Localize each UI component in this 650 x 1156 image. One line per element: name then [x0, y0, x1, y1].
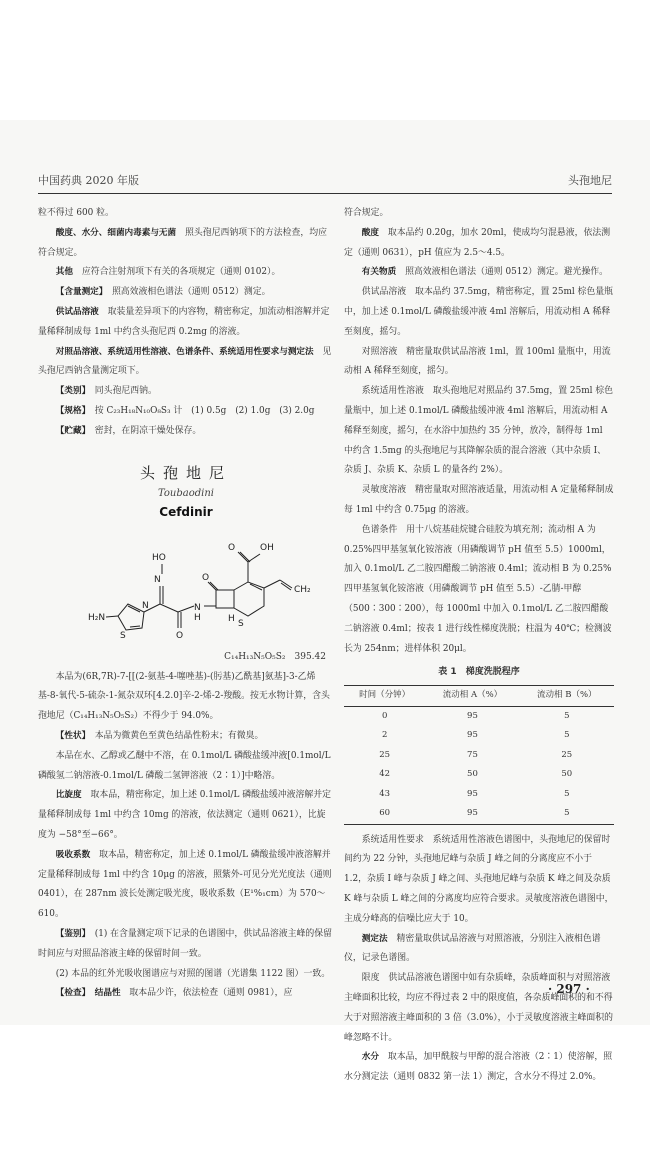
paragraph-text: 见头孢尼西钠含量测定项下。	[38, 346, 332, 377]
table-cell: 95	[425, 804, 519, 824]
table-cell: 2	[381, 730, 388, 741]
paragraph-text: 密封，在阴凉干燥处保存。	[94, 425, 202, 436]
paragraph-text: 取本品，精密称定，加上述 0.1mol/L 磷酸盐缓冲液溶解并定量稀释制成每 1ml 中约含 10μg 的溶液，照紫外-可见分光光度法（通则 0401），在 287nm 波长处测定吸光度，吸收系数（E¹%₁cm）为 570～610。	[38, 849, 332, 920]
paragraph-text: 取本品，精密称定，加上述 0.1mol/L 磷酸盐缓冲液溶解并定量稀释制成每 1ml 中约含 10mg 的溶液，依法测定（通则 0621），比旋度为 −58°至−66°。	[38, 790, 331, 840]
paragraph-text: 本品为微黄色至黄色结晶性粉末；有微臭。	[94, 730, 264, 741]
table-row	[344, 726, 614, 746]
header-rule	[38, 193, 612, 194]
stereo-h-label: H	[228, 613, 235, 624]
paragraph-heading: 灵敏度溶液	[361, 485, 407, 496]
table-row	[344, 785, 614, 805]
table-cell: 50	[467, 769, 478, 780]
monograph-title-pinyin: Toubaodini	[158, 487, 214, 499]
paragraph	[38, 263, 334, 283]
monograph-title-english: Cefdinir	[159, 504, 213, 519]
paragraph-text: 供试品溶液色谱图中如有杂质峰，杂质峰面积与对照溶液主峰面积比较，均应不得过表 2 中的限度值，各杂质峰面积的和不得大于对照溶液主峰面积的 3 倍（3.0%），小于灵敏度溶液主峰面积的峰忽略不计。	[344, 973, 614, 1043]
right-column	[344, 204, 614, 1088]
amino-label: H₂N	[88, 612, 106, 623]
paragraph-text: 精密量取供试品溶液 1ml，置 100ml 量瓶中，用流动相 A 稀释至刻度，摇匀。	[344, 346, 611, 377]
amide-o-label: O	[176, 630, 184, 641]
paragraph: 本品为(6R,7R)-7-[[(2-氨基-4-噻唑基)-(肟基)乙酰基]氨基]-3-乙烯基-8-氧代-5-硫杂-1-氮杂双环[4.2.0]辛-2-烯-2-羧酸。按无水物计算，含头孢地尼（C₁₄H₁₃N₅O₅S₂）不得少于 94.0%。	[38, 671, 330, 722]
table-header-row	[344, 686, 614, 707]
page-number: · 297 ·	[548, 982, 590, 996]
paragraph	[344, 481, 614, 521]
amide-n-label: N	[194, 602, 201, 613]
paragraph	[38, 727, 334, 747]
monograph-title-block	[38, 460, 334, 522]
oxime-n-label: N	[154, 574, 161, 585]
paragraph-heading: 供试品溶液	[361, 287, 407, 298]
table-cell: 5	[564, 788, 570, 799]
paragraph-heading: 吸收系数	[55, 849, 91, 860]
table-cell: 75	[467, 749, 478, 760]
paragraph-heading: 其他	[55, 267, 73, 278]
table-row	[344, 765, 614, 785]
paragraph-heading: 【类别】	[55, 386, 86, 397]
paragraph: 符合规定。	[344, 208, 389, 218]
paragraph-heading: 【鉴别】	[55, 928, 86, 939]
paragraph-text: 系统适用性溶液色谱图中，头孢地尼的保留时间约为 22 分钟，头孢地尼峰与杂质 J 峰之间的分离度应不小于 1.2，杂质 I 峰与杂质 J 峰之间、头孢地尼峰与杂质 K 峰之间及杂质 K 峰与杂质 L 峰之间的分离度均应符合要求。灵敏度溶液色谱图中，主成分峰高的信噪比应大于 10。	[344, 834, 614, 924]
table-row	[344, 804, 614, 824]
chemical-structure	[38, 526, 334, 668]
paragraph	[38, 303, 334, 343]
paragraph: 粒不得过 600 粒。	[38, 208, 114, 218]
table-row	[344, 706, 614, 726]
table-header-cell: 流动相 A（%）	[425, 686, 519, 707]
paragraph-heading: 测定法	[361, 933, 388, 944]
carboxyl-o-label: O	[228, 542, 236, 553]
paragraph: 本品在水、乙醇或乙醚中不溶，在 0.1mol/L 磷酸盐缓冲液[0.1mol/L 磷酸氢二钠溶液-0.1mol/L 磷酸二氢钾溶液（2∶1）]中略溶。	[38, 750, 331, 781]
gradient-table	[344, 685, 614, 825]
paragraph	[38, 846, 334, 925]
paragraph-heading: 【性状】	[55, 730, 86, 741]
table-header-cell: 时间（分钟）	[344, 686, 425, 707]
paragraph	[344, 521, 614, 660]
paragraph-heading: 对照溶液	[361, 346, 398, 357]
paragraph-text: 取装量差异项下的内容物，精密称定，加流动相溶解并定量稀释制成每 1ml 中约含头孢尼西 0.2mg 的溶液。	[38, 306, 330, 337]
table-header-cell: 流动相 B（%）	[520, 686, 614, 707]
paragraph-heading: 酸度、水分、细菌内毒素与无菌	[55, 227, 177, 238]
paragraph-heading: 比旋度	[55, 790, 82, 801]
paragraph-heading: 酸度	[361, 227, 379, 238]
paragraph	[38, 382, 334, 402]
thiazole-s-label: S	[120, 630, 126, 641]
paragraph-text: (1) 在含量测定项下记录的色谱图中，供试品溶液主峰的保留时间应与对照品溶液主峰的保留时间一致。	[38, 928, 333, 959]
table-cell: 43	[379, 788, 391, 799]
paragraph-heading: 系统适用性溶液	[361, 386, 424, 397]
paragraph	[38, 402, 334, 422]
paragraph-text: 取本品，加甲酰胺与甲醇的混合溶液（2∶1）使溶解，照水分测定法（通则 0832 第一法 1）测定，含水分不得过 2.0%。	[344, 1052, 613, 1083]
paragraph-text: 取头孢地尼对照品约 37.5mg，置 25ml 棕色量瓶中，加上述 0.1mol/L 磷酸盐缓冲液 4ml 溶解后，用流动相 A 稀释至刻度，摇匀，在水浴中加热约 35 分钟，放冷，制得每 1ml 中约含 1.5mg 的头孢地尼与其降解杂质的混合溶液（其中杂质 I、杂质 J、杂质 K、杂质 L 的量各约 2%）。	[344, 386, 614, 476]
paragraph-heading: 供试品溶液	[55, 306, 99, 317]
paragraph	[344, 1048, 614, 1088]
table-cell: 95	[467, 788, 478, 799]
table-cell: 50	[561, 769, 573, 780]
left-column	[38, 204, 334, 1004]
vinyl-label: CH₂	[294, 584, 311, 595]
table-cell: 60	[344, 804, 425, 824]
table-cell: 95	[467, 730, 478, 741]
paragraph-text: 用十八烷基硅烷键合硅胶为填充剂；流动相 A 为 0.25%四甲基氢氧化铵溶液（用磷酸调节 pH 值至 5.5）1000ml，加入 0.1mol/L 乙二胺四醋酸二钠溶液 0.4ml；流动相 B 为 0.25%四甲基氢氧化铵溶液（用磷酸调节 pH 值至 5.5）-乙腈-甲醇（500∶300∶200），每 1000ml 中加入 0.1mol/L 乙二胺四醋酸二钠溶液 0.4ml；按表 1 进行线性梯度洗脱；柱温为 40℃；检测波长为 254nm；进样体积 20μl。	[344, 524, 612, 654]
paragraph	[344, 224, 614, 264]
paragraph	[38, 343, 334, 383]
table-cell: 0	[381, 710, 388, 721]
table-cell: 95	[467, 710, 478, 721]
paragraph	[344, 283, 614, 342]
paragraph-text: 取本品约 37.5mg，精密称定，置 25ml 棕色量瓶中，加上述 0.1mol/L 磷酸盐缓冲液 4ml 溶解后，用流动相 A 稀释至刻度，摇匀。	[344, 287, 614, 337]
paragraph-heading: 【检查】	[55, 988, 86, 999]
running-header	[38, 172, 612, 192]
paragraph-text: 取本品约 0.20g，加水 20ml，使成均匀混悬液，依法测定（通则 0631），pH 值应为 2.5～4.5。	[344, 227, 611, 258]
paragraph-heading: 系统适用性要求	[361, 834, 424, 845]
paragraph	[38, 224, 334, 264]
paragraph-heading: 对照品溶液、系统适用性溶液、色谱条件、系统适用性要求与测定法	[55, 346, 314, 357]
table-caption: 表 1 梯度洗脱程序	[438, 667, 520, 678]
paragraph-heading: 限度	[361, 973, 380, 984]
paragraph-text: 取本品少许，依法检查（通则 0981），应	[129, 988, 293, 999]
paragraph	[344, 382, 614, 481]
table-cell: 42	[379, 769, 391, 780]
amide-h-label: H	[194, 612, 201, 623]
paragraph-heading: 【贮藏】	[55, 425, 86, 436]
lactam-o-label: O	[202, 572, 210, 583]
paragraph-text: 应符合注射剂项下有关的各项规定（通则 0102）。	[81, 267, 281, 278]
paragraph	[38, 283, 334, 303]
paragraph-text: 同头孢尼西钠。	[94, 386, 157, 397]
monograph-title-chinese: 头孢地尼	[139, 463, 232, 482]
paragraph-subheading: 结晶性	[94, 988, 121, 999]
paragraph	[38, 786, 334, 845]
table-cell: 5	[520, 804, 614, 824]
header-book-title: 中国药典 2020 年版	[38, 174, 139, 187]
oxime-hydroxy-label: HO	[152, 552, 166, 563]
paragraph	[344, 831, 614, 930]
thiazole-n-label: N	[142, 600, 149, 611]
table-cell: 25	[379, 749, 391, 760]
paragraph-heading: 【规格】	[55, 405, 86, 416]
paragraph	[38, 422, 334, 442]
paragraph-heading: 【含量测定】	[55, 287, 104, 298]
paragraph-text: 照高效液相色谱法（通则 0512）测定。	[111, 287, 271, 298]
header-monograph-name: 头孢地尼	[568, 174, 612, 187]
paragraph	[344, 930, 614, 970]
molecular-formula: C₁₄H₁₃N₅O₅S₂ 395.42	[224, 651, 326, 662]
paragraph-text: 精密量取供试品溶液与对照溶液，分别注入液相色谱仪，记录色谱图。	[344, 933, 601, 964]
table-cell: 25	[561, 749, 573, 760]
paragraph-text: 精密量取对照溶液适量，用流动相 A 定量稀释制成每 1ml 中约含 0.75μg 的溶液。	[344, 485, 614, 515]
paragraph	[38, 984, 334, 1004]
paragraph	[344, 263, 614, 283]
structure-drawing	[88, 526, 318, 654]
table-row	[344, 746, 614, 766]
paragraph: (2) 本品的红外光吸收图谱应与对照的图谱（光谱集 1122 图）一致。	[55, 968, 331, 979]
paragraph	[344, 343, 614, 383]
paragraph-text: 照头孢尼西钠项下的方法检查，均应符合规定。	[38, 227, 327, 258]
paragraph-text: 按 C₂₃H₁₈N₁₀O₈S₃ 计 (1) 0.5g (2) 1.0g (3) 2.0g	[94, 405, 315, 416]
carboxyl-oh-label: OH	[260, 542, 274, 553]
paragraph-heading: 水分	[361, 1052, 379, 1063]
paragraph-heading: 色谱条件	[361, 524, 398, 535]
ring-s-label: S	[238, 618, 244, 629]
paragraph-text: 照高效液相色谱法（通则 0512）测定。避光操作。	[405, 267, 608, 278]
table-cell: 5	[564, 710, 570, 721]
paragraph-heading: 有关物质	[361, 267, 397, 278]
table-cell: 5	[564, 730, 570, 741]
paragraph	[38, 925, 334, 965]
